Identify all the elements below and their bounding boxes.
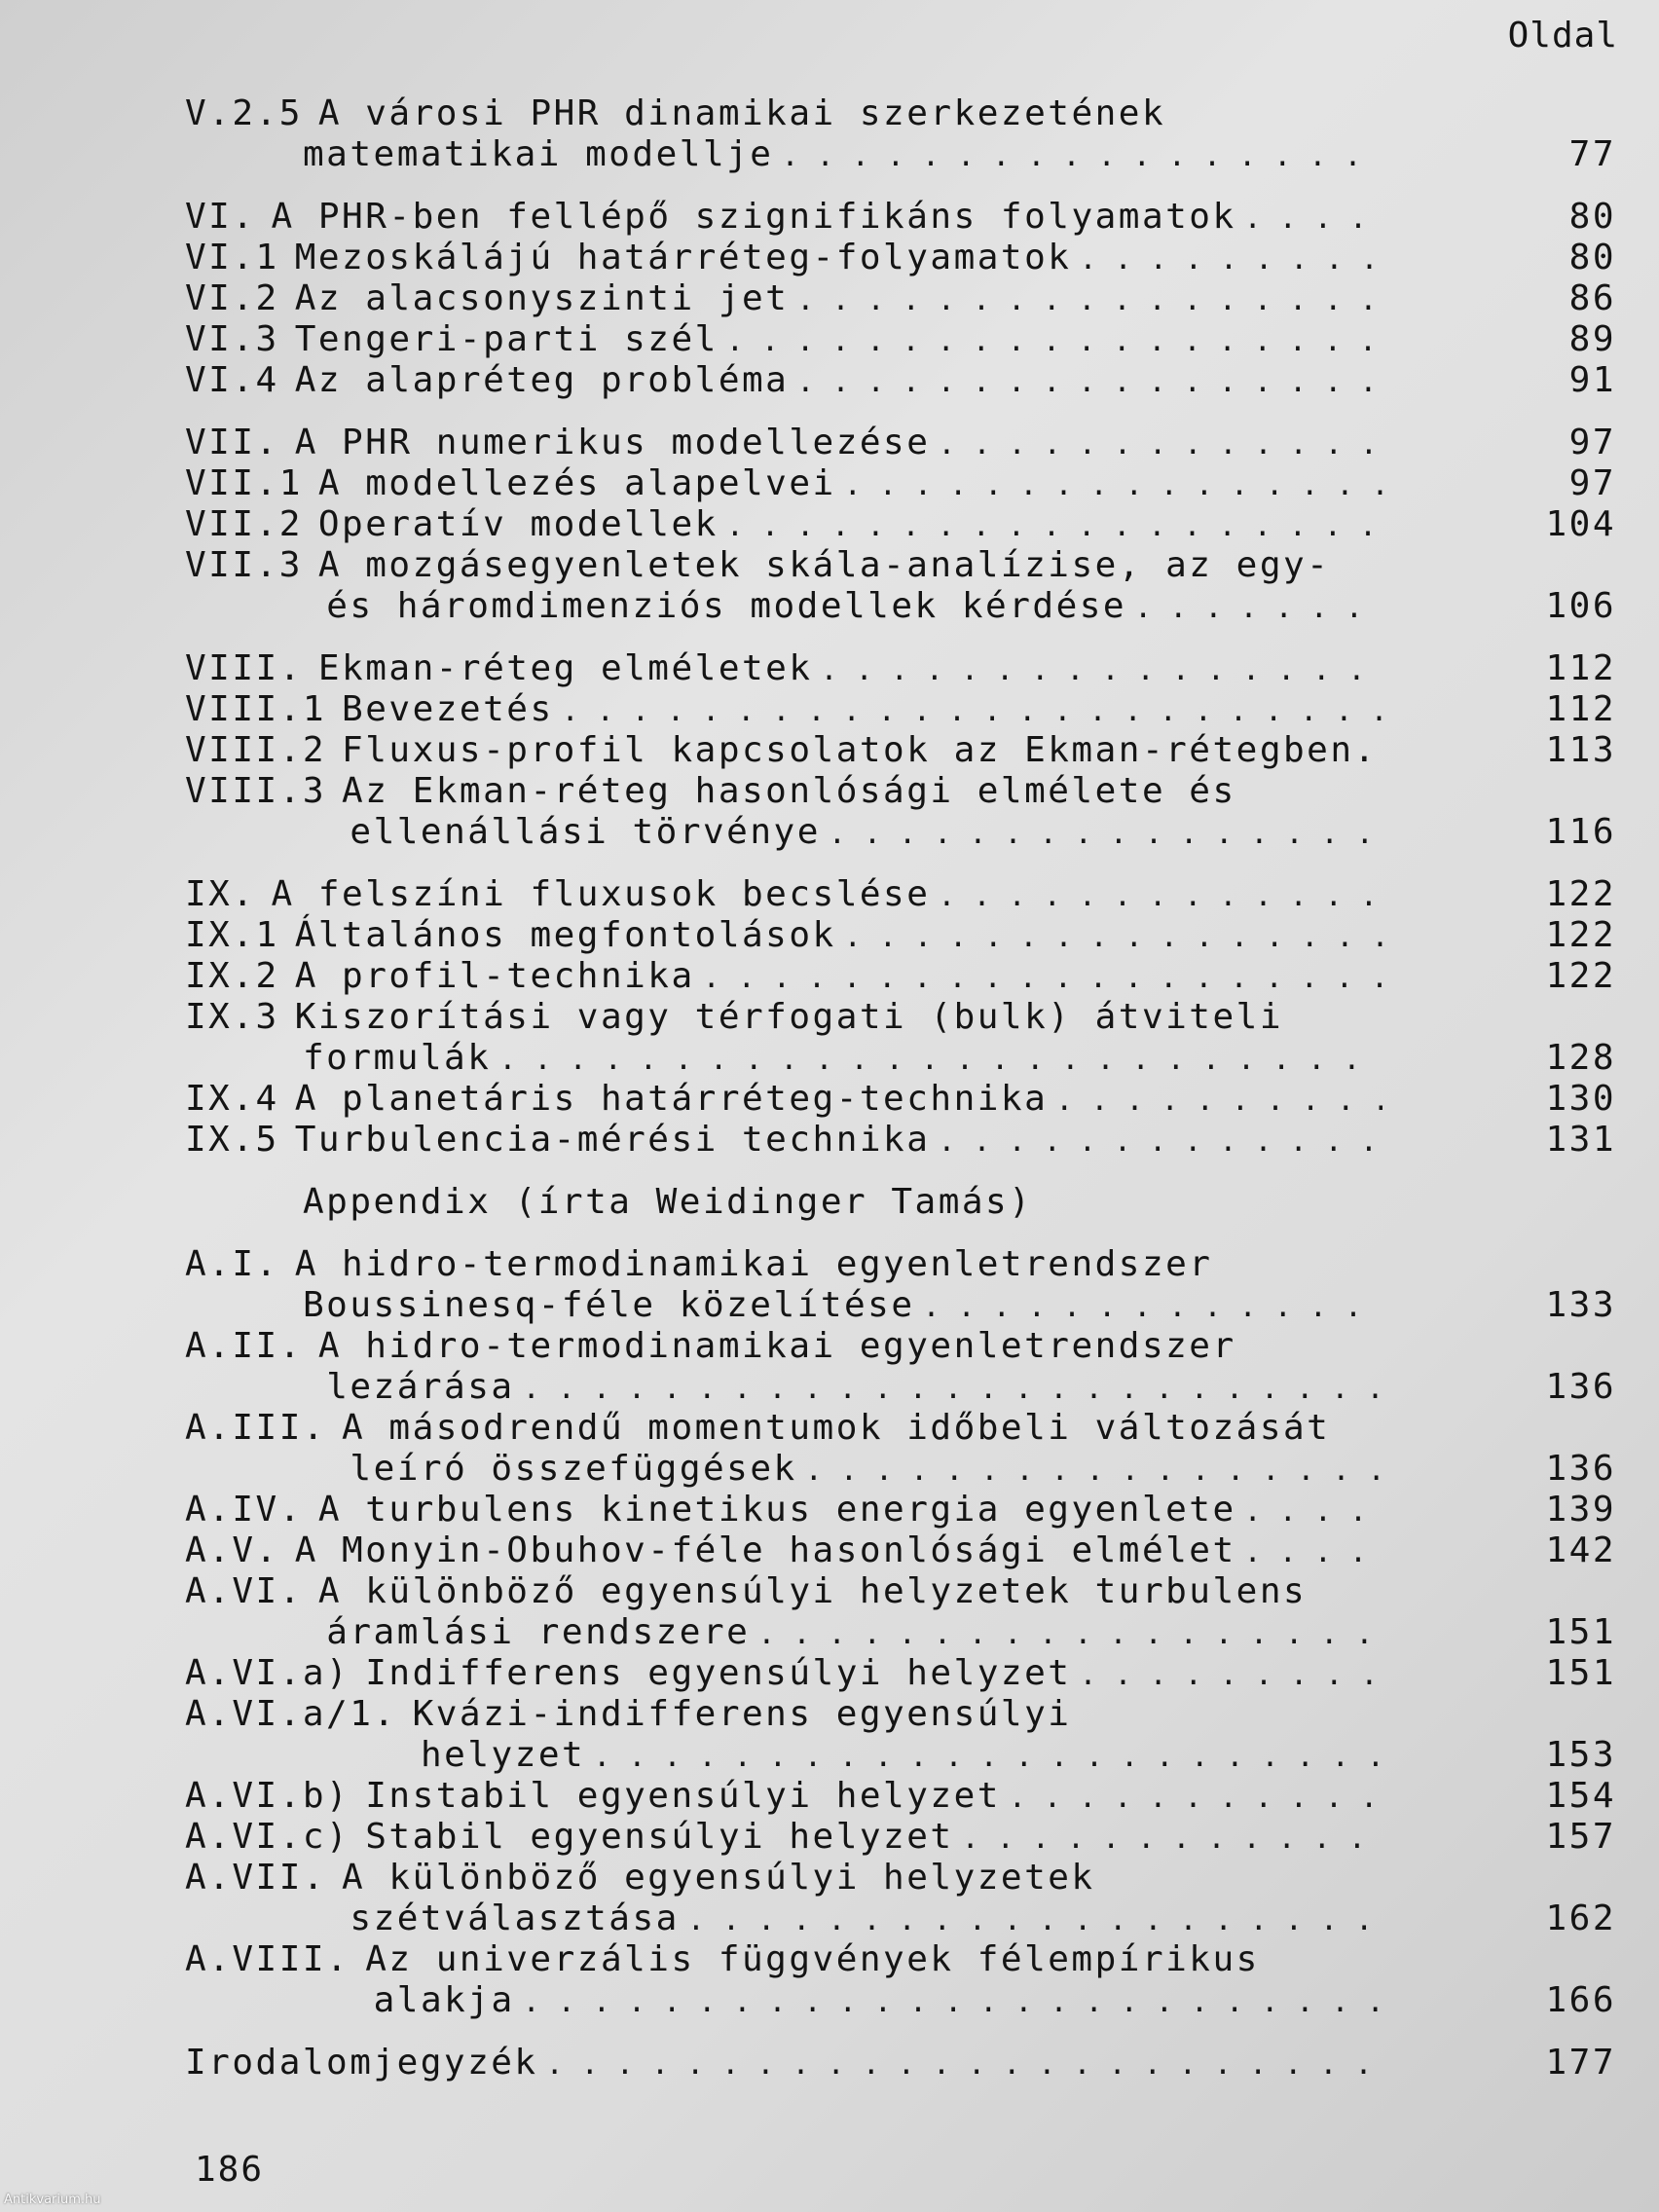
toc-section-number: A.IV. — [185, 1490, 303, 1530]
toc-section-number: IX.2 — [185, 956, 279, 996]
toc-section-number: VIII.3 — [185, 771, 327, 811]
toc-leader-dots — [821, 648, 1382, 691]
toc-line — [185, 1817, 1616, 1858]
toc-leader-dots — [562, 689, 1382, 732]
toc-title: Ekman-réteg elméletek — [317, 648, 813, 688]
toc-entry[interactable] — [185, 771, 1616, 853]
toc-page-number: 153 — [1545, 1735, 1616, 1775]
toc-line — [185, 1571, 1616, 1612]
toc-title: A PHR numerikus modellezése — [294, 423, 931, 462]
toc-line — [185, 1899, 1616, 1939]
toc-title: A városi PHR dinamikai szerkezetének — [317, 93, 1166, 133]
page-number: 186 — [195, 2150, 265, 2190]
toc-title: ellenállási törvénye — [350, 812, 821, 852]
toc-line — [185, 874, 1616, 915]
toc-title: lezárása — [326, 1367, 515, 1407]
toc-title: Operatív modellek — [317, 504, 719, 544]
toc-title: A turbulens kinetikus energia egyenlete — [317, 1490, 1236, 1530]
toc-leader-dots — [726, 319, 1382, 362]
toc-entry[interactable] — [185, 463, 1616, 504]
toc-line — [185, 1367, 1616, 1408]
column-header-oldal: Oldal — [1507, 16, 1618, 55]
toc-section-number: V.2.5 — [185, 93, 303, 133]
toc-leader-dots — [523, 1367, 1382, 1410]
toc-line — [185, 93, 1616, 134]
toc-section-number: VI. — [185, 197, 256, 237]
toc-section-number: VII. — [185, 423, 279, 462]
toc-entry[interactable] — [185, 197, 1616, 238]
toc-title: A modellezés alapelvei — [317, 463, 836, 503]
toc-title: Mezoskálájú határréteg-folyamatok — [294, 238, 1072, 277]
toc-line — [185, 197, 1616, 238]
toc-entry[interactable] — [185, 874, 1616, 915]
toc-entry[interactable] — [185, 2043, 1616, 2083]
toc-entry[interactable] — [185, 1776, 1616, 1817]
toc-title: Appendix (írta Weidinger Tamás) — [303, 1182, 1033, 1222]
toc-line — [185, 134, 1616, 175]
toc-title: A hidro-termodinamikai egyenletrendszer — [294, 1244, 1213, 1284]
toc-page-number: 177 — [1545, 2043, 1616, 2083]
toc-line — [185, 1735, 1616, 1776]
toc-entry[interactable] — [185, 93, 1616, 175]
toc-section-number: VI.2 — [185, 278, 279, 318]
toc-leader-dots — [1244, 1530, 1382, 1573]
toc-title: Boussinesq-féle közelítése — [303, 1285, 915, 1325]
toc-page-number: 112 — [1545, 648, 1616, 688]
toc-line — [185, 545, 1616, 586]
toc-section-number: A.VI.b) — [185, 1776, 350, 1816]
toc-page-number: 136 — [1545, 1449, 1616, 1489]
toc-title: leíró összefüggések — [350, 1449, 797, 1489]
toc-leader-dots — [796, 278, 1382, 321]
toc-line — [185, 1776, 1616, 1817]
toc-title: Kiszorítási vagy térfogati (bulk) átviteli — [294, 997, 1284, 1037]
toc-section-number: VI.4 — [185, 360, 279, 400]
toc-entry[interactable] — [185, 1244, 1616, 1326]
toc-title: A felszíni fluxusok becslése — [271, 874, 931, 914]
toc-section-number: VIII.2 — [185, 730, 327, 770]
toc-entry[interactable] — [185, 360, 1616, 401]
toc-title: A profil-technika — [294, 956, 695, 996]
toc-section-number: A.VI.a) — [185, 1653, 350, 1693]
toc-entry[interactable] — [185, 423, 1616, 463]
toc-section-number: A.VIII. — [185, 1939, 350, 1979]
toc-leader-dots — [781, 134, 1382, 177]
toc-leader-dots — [757, 1612, 1382, 1655]
toc-page-number: 154 — [1545, 1776, 1616, 1816]
toc-title: Az alapréteg probléma — [294, 360, 790, 400]
toc-title: A mozgásegyenletek skála-analízise, az egy- — [317, 545, 1331, 585]
toc-entry[interactable] — [185, 1120, 1616, 1161]
toc-page-number: 157 — [1545, 1817, 1616, 1857]
toc-section-number: VI.3 — [185, 319, 279, 359]
toc-section-number: A.VI.a/1. — [185, 1694, 397, 1734]
toc-line — [185, 1612, 1616, 1653]
toc-leader-dots — [962, 1817, 1382, 1860]
toc-line — [185, 1490, 1616, 1530]
toc-title: Stabil egyensúlyi helyzet — [365, 1817, 954, 1857]
toc-line — [185, 1694, 1616, 1735]
toc-title: Tengeri-parti szél — [294, 319, 719, 359]
toc-page-number: 128 — [1545, 1038, 1616, 1078]
toc-leader-dots — [593, 1735, 1382, 1778]
toc-entry[interactable] — [185, 1694, 1616, 1776]
toc-page-number: 133 — [1545, 1285, 1616, 1325]
toc-line — [185, 238, 1616, 278]
toc-entry[interactable] — [185, 1182, 1616, 1223]
toc-line — [185, 1038, 1616, 1079]
toc-entry[interactable] — [185, 1939, 1616, 2021]
toc-entry[interactable] — [185, 1326, 1616, 1408]
toc-title: A különböző egyensúlyi helyzetek turbulens — [317, 1571, 1308, 1611]
toc-leader-dots — [844, 463, 1382, 506]
toc-section-number: A.II. — [185, 1326, 303, 1366]
toc-leader-dots — [687, 1899, 1382, 1941]
toc-line — [185, 1408, 1616, 1449]
toc-title: Turbulencia-mérési technika — [294, 1120, 931, 1160]
toc-entry[interactable] — [185, 1408, 1616, 1490]
toc-leader-dots — [938, 1120, 1382, 1162]
toc-section-number: IX.5 — [185, 1120, 279, 1160]
toc-title: A másodrendű momentumok időbeli változását — [342, 1408, 1331, 1448]
toc-line — [185, 956, 1616, 997]
toc-entry[interactable] — [185, 956, 1616, 997]
toc-section-number: A.VII. — [185, 1858, 327, 1898]
toc-leader-dots — [1244, 1490, 1382, 1532]
toc-page-number: 122 — [1545, 956, 1616, 996]
group-gap — [185, 853, 1616, 874]
toc-page-number: 91 — [1568, 360, 1616, 400]
toc-leader-dots — [703, 956, 1382, 999]
toc-title: formulák — [303, 1038, 492, 1078]
toc-line — [185, 1449, 1616, 1490]
toc-title: Kvázi-indifferens egyensúlyi — [412, 1694, 1072, 1734]
group-gap — [185, 2021, 1616, 2043]
toc-line — [185, 1244, 1616, 1285]
toc-entry[interactable] — [185, 1490, 1616, 1530]
toc-page-number: 151 — [1545, 1653, 1616, 1693]
toc-line — [185, 730, 1616, 771]
toc-title: Az alacsonyszinti jet — [294, 278, 790, 318]
toc-page-number: 142 — [1545, 1530, 1616, 1570]
toc-line — [185, 1285, 1616, 1326]
toc-title: matematikai modellje — [303, 134, 774, 174]
toc-line — [185, 997, 1616, 1038]
toc-page-number: 97 — [1568, 463, 1616, 503]
group-gap — [185, 1223, 1616, 1244]
group-gap — [185, 1161, 1616, 1182]
toc-leader-dots — [1134, 586, 1382, 629]
toc-entry[interactable] — [185, 1653, 1616, 1694]
toc-section-number: A.I. — [185, 1244, 279, 1284]
toc-leader-dots — [523, 1980, 1382, 2023]
toc-entry[interactable] — [185, 278, 1616, 319]
toc-section-number: VII.3 — [185, 545, 303, 585]
toc-section-number: A.VI.c) — [185, 1817, 350, 1857]
toc-line — [185, 319, 1616, 360]
toc-page-number: 136 — [1545, 1367, 1616, 1407]
toc-page-number: 116 — [1545, 812, 1616, 852]
toc-page-number: 104 — [1545, 504, 1616, 544]
toc-page-number: 86 — [1568, 278, 1616, 318]
toc-title: Indifferens egyensúlyi helyzet — [365, 1653, 1072, 1693]
toc-page-number: 139 — [1545, 1490, 1616, 1530]
toc-entry[interactable] — [185, 997, 1616, 1079]
toc-title: Instabil egyensúlyi helyzet — [365, 1776, 1001, 1816]
toc-section-number: VI.1 — [185, 238, 279, 277]
toc-line — [185, 360, 1616, 401]
toc-line — [185, 1530, 1616, 1571]
watermark: Antikvarium.hu — [4, 2193, 101, 2207]
toc-leader-dots — [1079, 238, 1382, 280]
toc-entry[interactable] — [185, 1530, 1616, 1571]
toc-section-number: VIII. — [185, 648, 303, 688]
toc-page-number: 130 — [1545, 1079, 1616, 1119]
toc-leader-dots — [726, 504, 1382, 547]
toc-line — [185, 1326, 1616, 1367]
toc-leader-dots — [938, 874, 1382, 917]
toc-line — [185, 504, 1616, 545]
toc-line — [185, 463, 1616, 504]
toc-section-number: A.V. — [185, 1530, 279, 1570]
toc-section-number: VIII.1 — [185, 689, 327, 729]
toc-section-number: A.VI. — [185, 1571, 303, 1611]
toc-title: és háromdimenziós modellek kérdése — [326, 586, 1127, 626]
toc-page-number: 122 — [1545, 915, 1616, 955]
toc-section-number: VII.2 — [185, 504, 303, 544]
toc-page-number: 166 — [1545, 1980, 1616, 2020]
toc-title: alakja — [373, 1980, 515, 2020]
toc-title: Bevezetés — [342, 689, 554, 729]
group-gap — [185, 627, 1616, 648]
group-gap — [185, 175, 1616, 197]
toc-leader-dots — [923, 1285, 1382, 1328]
toc-leader-dots — [805, 1449, 1382, 1492]
toc-entry[interactable] — [185, 1571, 1616, 1653]
toc-entry[interactable] — [185, 730, 1616, 771]
toc-line — [185, 2043, 1616, 2083]
toc-entry[interactable] — [185, 648, 1616, 689]
toc-title: helyzet — [421, 1735, 586, 1775]
toc-leader-dots — [498, 1038, 1382, 1081]
toc-leader-dots — [829, 812, 1382, 855]
toc-page-number: 106 — [1545, 586, 1616, 626]
toc-title: Általános megfontolások — [294, 915, 836, 955]
toc-entry[interactable] — [185, 238, 1616, 278]
table-of-contents — [185, 93, 1616, 2083]
toc-leader-dots — [546, 2043, 1382, 2085]
toc-title: A planetáris határréteg-technika — [294, 1079, 1049, 1119]
toc-line — [185, 586, 1616, 627]
toc-leader-dots — [1079, 1653, 1382, 1696]
toc-page-number: 113 — [1545, 730, 1616, 770]
toc-title: szétválasztása — [350, 1899, 680, 1938]
toc-entry[interactable] — [185, 319, 1616, 360]
toc-title: A különböző egyensúlyi helyzetek — [342, 1858, 1095, 1898]
toc-entry[interactable] — [185, 1817, 1616, 1858]
toc-section-number: IX.4 — [185, 1079, 279, 1119]
toc-leader-dots — [1244, 197, 1382, 240]
toc-leader-dots — [796, 360, 1382, 403]
toc-page-number: 151 — [1545, 1612, 1616, 1652]
toc-entry[interactable] — [185, 545, 1616, 627]
toc-page-number: 97 — [1568, 423, 1616, 462]
toc-line — [185, 423, 1616, 463]
toc-page-number: 80 — [1568, 238, 1616, 277]
toc-title: áramlási rendszere — [326, 1612, 751, 1652]
toc-title: Az Ekman-réteg hasonlósági elmélete és — [342, 771, 1236, 811]
toc-leader-dots — [1055, 1079, 1382, 1122]
toc-page-number: 131 — [1545, 1120, 1616, 1160]
toc-page-number: 77 — [1568, 134, 1616, 174]
toc-line — [185, 1980, 1616, 2021]
toc-line — [185, 1939, 1616, 1980]
toc-line — [185, 1858, 1616, 1899]
toc-line — [185, 1182, 1616, 1223]
toc-section-number: A.III. — [185, 1408, 327, 1448]
toc-section-number: VII.1 — [185, 463, 303, 503]
toc-entry[interactable] — [185, 689, 1616, 730]
toc-page-number: 89 — [1568, 319, 1616, 359]
toc-title: Az univerzális függvények félempírikus — [365, 1939, 1260, 1979]
toc-page-number: 122 — [1545, 874, 1616, 914]
toc-entry[interactable] — [185, 504, 1616, 545]
toc-line — [185, 812, 1616, 853]
toc-line — [185, 648, 1616, 689]
toc-section-number: IX. — [185, 874, 256, 914]
toc-title: A PHR-ben fellépő szignifikáns folyamatok — [271, 197, 1236, 237]
toc-section-number: IX.1 — [185, 915, 279, 955]
toc-section-number: IX.3 — [185, 997, 279, 1037]
toc-line — [185, 1120, 1616, 1161]
toc-line — [185, 771, 1616, 812]
toc-line — [185, 1079, 1616, 1120]
toc-title: Irodalomjegyzék — [185, 2043, 538, 2083]
toc-page-number: 112 — [1545, 689, 1616, 729]
toc-entry[interactable] — [185, 1079, 1616, 1120]
toc-title: A Monyin-Obuhov-féle hasonlósági elmélet — [294, 1530, 1236, 1570]
toc-leader-dots — [938, 423, 1382, 465]
toc-entry[interactable] — [185, 1858, 1616, 1939]
toc-title: Fluxus-profil kapcsolatok az Ekman-rétegben. — [342, 730, 1378, 770]
toc-line — [185, 1653, 1616, 1694]
toc-title: A hidro-termodinamikai egyenletrendszer — [317, 1326, 1236, 1366]
toc-page-number: 162 — [1545, 1899, 1616, 1938]
toc-leader-dots — [1009, 1776, 1382, 1819]
toc-line — [185, 689, 1616, 730]
toc-entry[interactable] — [185, 915, 1616, 956]
toc-leader-dots — [844, 915, 1382, 958]
group-gap — [185, 401, 1616, 423]
toc-line — [185, 278, 1616, 319]
toc-line — [185, 915, 1616, 956]
toc-page-number: 80 — [1568, 197, 1616, 237]
